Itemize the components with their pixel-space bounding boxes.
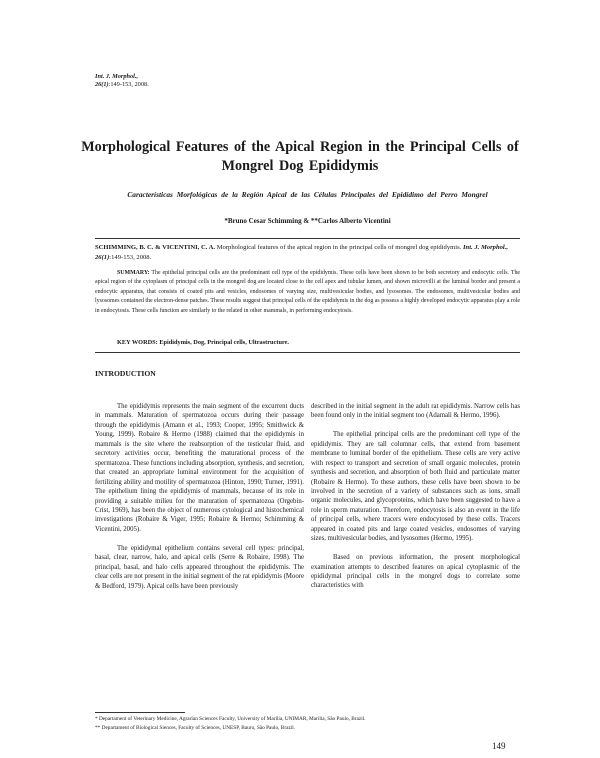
- citation-journal: Int. J. Morphol., 26(1): [95, 244, 509, 261]
- footnotes: [95, 715, 520, 733]
- divider-top: [95, 238, 520, 239]
- footnote: ** Departament of Biological Siences, Faculty of Sciences, UNESP, Bauru, São Paulo, Brazil.: [95, 724, 296, 731]
- journal-name: Int. J. Morphol.,: [95, 73, 139, 80]
- article-title: Morphological Features of the Apical Region in the Principal Cells of Mongrel Dog Epididymis: [81, 139, 519, 174]
- footnote-divider: [95, 712, 185, 713]
- article-subtitle: Características Morfológicas de la Región Apical de las Células Principales del Epidídimo del Perro Mongrel: [127, 190, 488, 199]
- section-heading-introduction: INTRODUCTION: [95, 369, 156, 378]
- footnote: * Departament of Veterinary Medicine, Agrarian Sciences Faculty, University of Marília, UNIMAR, Marília, São Paulo, Brazil.: [95, 716, 366, 722]
- page-number: 149: [492, 741, 506, 751]
- body-column-right: [311, 402, 520, 600]
- keywords: KEY WORDS: Epididymis, Dog, Principal cells, Ultrastructure.: [117, 339, 289, 346]
- paragraph: The epithelial principal cells are the predominant cell type of the epididymis. They are tall columnar cells, that extend from basement membrane to luminal border of the epithelium. These cells are very active with respect to transport and secretion of small organic molecules, protein synthesis and secretion, and absorption of both fluid and particulate matter (Robaire & Hermo). To these authors, these cells have been shown to be involved in the secretion of a variety of substances such as ions, small organic molecules, and glycoproteins, which have been suggested to have a role in sperm maturation. Therefore, endocytosis is also an event in the life of principal cells, where tracers were endocytosed by these cells. Tracers appeared in coated pits and large coated vesicles, endosomes of varying sizes, multivesicular bodies, and lysosomes (Hermo, 1995).: [311, 431, 520, 543]
- paragraph: The epididymis represents the main segment of the excurrent ducts in mammals. Maturation of spermatozoa occurs during their passage through the epididymis (Amann et al., 1993; Cooper, 1995; Smithwick & Young, 1999). Robaire & Hermo (1988) claimed that the epididymis in mammals is the site where the reabsorption of the testicular fluid, and secretory activities occur, benefiting the maturational process of the spermatozoa. These functions including absorption, synthesis, and secretion, that created an appropriate luminal environment for the acquisition of fertilizing ability and motility of spermatozoa (Hinton, 1990; Turner, 1991). The epithelium lining the epididymis of mammals, because of its role in providing a suitable milieu for the maturation of spermatozoa (Orgebin-Crist, 1969), has been the object of numerous cytological and histochemical investigations (Robaire & Viger, 1995; Robaire & Hermo; Schimming & Vicentini, 2005).: [95, 403, 304, 533]
- summary-label: SUMMARY:: [117, 270, 150, 276]
- divider-bottom: [95, 352, 520, 353]
- body-column-left: [95, 402, 304, 600]
- journal-volume: 26(1): [95, 81, 109, 88]
- paragraph: Based on previous information, the present morphological examination attempts to described features on apical cytoplasmic of the epididymal principal cells in the mongrel dogs to correlate some characteristics with: [311, 554, 520, 590]
- summary-text: The epithelial principal cells are the predominant cell type of the epididymis. These cells have been shown to be both secretory and endocytic cells. The apical region of the cytoplasm of principal cells in the mongrel dog are located close to the cell apex and tubular lumen, and shown microvilli at the luminal border and present a endocytic apparatus, that consists of coated pits and vesicles, endosomes of varying size, multivesicular bodies, and lysosomes. The endosomes, multivesicular bodies and lysosomes contained the electron-dense patches. These results suggest that principal cells of the epididymis in the dog as possess a highly developed endocytic apparatus play a role in endocytosis. These cells function are similarly to the related in other mammals, in performing endocytosis.: [95, 270, 520, 314]
- summary-paragraph: [95, 269, 520, 316]
- authors-line: *Bruno Cesar Schimming & **Carlos Alberto Vicentini: [224, 217, 391, 225]
- citation-pages: :149-153, 2008.: [109, 253, 152, 261]
- paragraph: The epididymal epithelium contains several cell types: principal, basal, clear, narrow, halo, and apical cells (Serre & Robaire, 1998). The principal, basal, and halo cells appeared throughout the epididymis. The clear cells are not present in the initial segment of the rat epididymis (Moore & Bedford, 1979). Apical cells have been previously: [95, 544, 304, 590]
- citation-text: Morphological features of the apical region in the principal cells of mongrel dog epididymis.: [215, 244, 462, 251]
- journal-header: [95, 73, 149, 89]
- paragraph: described in the initial segment in the adult rat epididymis. Narrow cells has been found only in the initial segment too (Adamali & Hermo, 1996).: [311, 403, 520, 420]
- citation: [95, 243, 520, 262]
- citation-authors: SCHIMMING, B. C. & VICENTINI, C. A.: [95, 244, 216, 251]
- journal-pages: :149-153, 2008.: [108, 81, 149, 88]
